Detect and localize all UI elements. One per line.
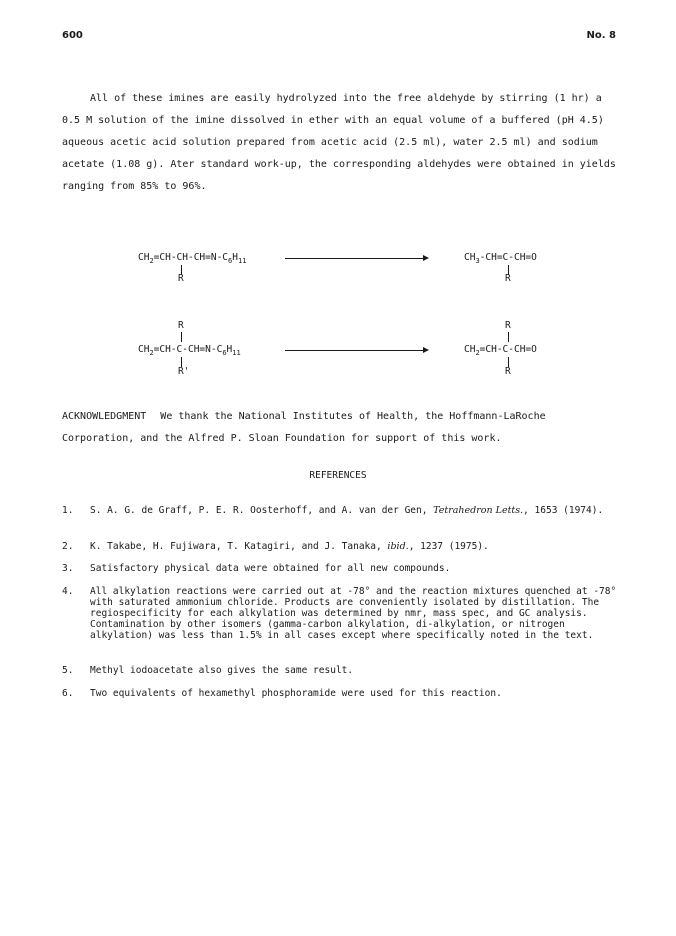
issue-number: No. 8: [586, 30, 616, 41]
reference-text: S. A. G. de Graff, P. E. R. Oosterhoff, and A. van der Gen, Tetrahedron Letts., 1653 (1974).: [90, 505, 604, 516]
reactant-1: $CH_2=CH-CH-CH=N-C_6H_{11}$: [138, 252, 247, 265]
reaction-arrow-1: [285, 258, 423, 259]
substituent-r: R: [505, 320, 511, 331]
reaction-arrow-2: [285, 350, 423, 351]
product-2: $CH_2=CH-C-CH=O$: [464, 344, 537, 357]
reaction-scheme: [0, 240, 676, 390]
acknowledgment-heading: ACKNOWLEDGMENT: [62, 411, 147, 422]
acknowledgment-text: We thank the National Institutes of Health, the Hoffmann-LaRoche Corporation, and the Alfred P. Sloan Foundation for support of this work.: [62, 411, 546, 444]
reference-number: 3.: [62, 563, 74, 574]
substituent-r-prime: R': [178, 366, 190, 377]
substituent-r: R: [178, 273, 184, 284]
bond-line: [508, 332, 509, 342]
reference-text: K. Takabe, H. Fujiwara, T. Katagiri, and J. Tanaka, ibid., 1237 (1975).: [90, 541, 489, 552]
product-1: $CH_3-CH=C-CH=O$: [464, 252, 537, 265]
reference-item: [62, 563, 622, 574]
reference-item: [62, 586, 622, 641]
reference-text: Satisfactory physical data were obtained for all new compounds.: [90, 563, 451, 574]
substituent-r: R: [505, 273, 511, 284]
arrowhead-2: [423, 347, 429, 353]
reference-text: All alkylation reactions were carried out at -78° and the reaction mixtures quenched at -78° with saturated ammonium chloride. Products are conveniently isolated by distillation. The regiospecificity for each alkylation was determined by nmr, mass spec, and GC analysis. Contamination by other isomers (gamma-carbon alkylation, di-alkylation, or nitrogen alkylation) was less than 1.5% in all cases except where specifically noted in the text.: [90, 586, 617, 641]
reference-number: 2.: [62, 541, 74, 552]
reference-text: Methyl iodoacetate also gives the same result.: [90, 665, 354, 676]
bond-line: [181, 332, 182, 342]
hydrolysis-paragraph: All of these imines are easily hydrolyzed into the free aldehyde by stirring (1 hr) a 0.5 M solution of the imine dissolved in ether with an equal volume of a buffered (pH 4.5) aqueous acetic acid solution prepared from acetic acid (2.5 ml), water 2.5 ml) and sodium acetate (1.08 g). Ater standard work-up, the corresponding aldehydes were obtained in yields ranging from 85% to 96%.: [62, 93, 616, 192]
acknowledgment-paragraph: [62, 406, 622, 450]
reference-item: [62, 665, 622, 676]
page-number: 600: [62, 30, 83, 41]
references-title: REFERENCES: [309, 470, 367, 481]
reference-text: Two equivalents of hexamethyl phosphoramide were used for this reaction.: [90, 688, 502, 699]
reference-number: 4.: [62, 586, 74, 597]
reference-number: 6.: [62, 688, 74, 699]
substituent-r: R: [178, 320, 184, 331]
reference-number: 5.: [62, 665, 74, 676]
reactant-2: $CH_2=CH-C-CH=N-C_6H_{11}$: [138, 344, 241, 357]
reference-number: 1.: [62, 505, 74, 516]
reference-item: [62, 541, 622, 552]
arrowhead-1: [423, 255, 429, 261]
reference-item: [62, 505, 622, 516]
reference-item: [62, 688, 622, 699]
substituent-r: R: [505, 366, 511, 377]
